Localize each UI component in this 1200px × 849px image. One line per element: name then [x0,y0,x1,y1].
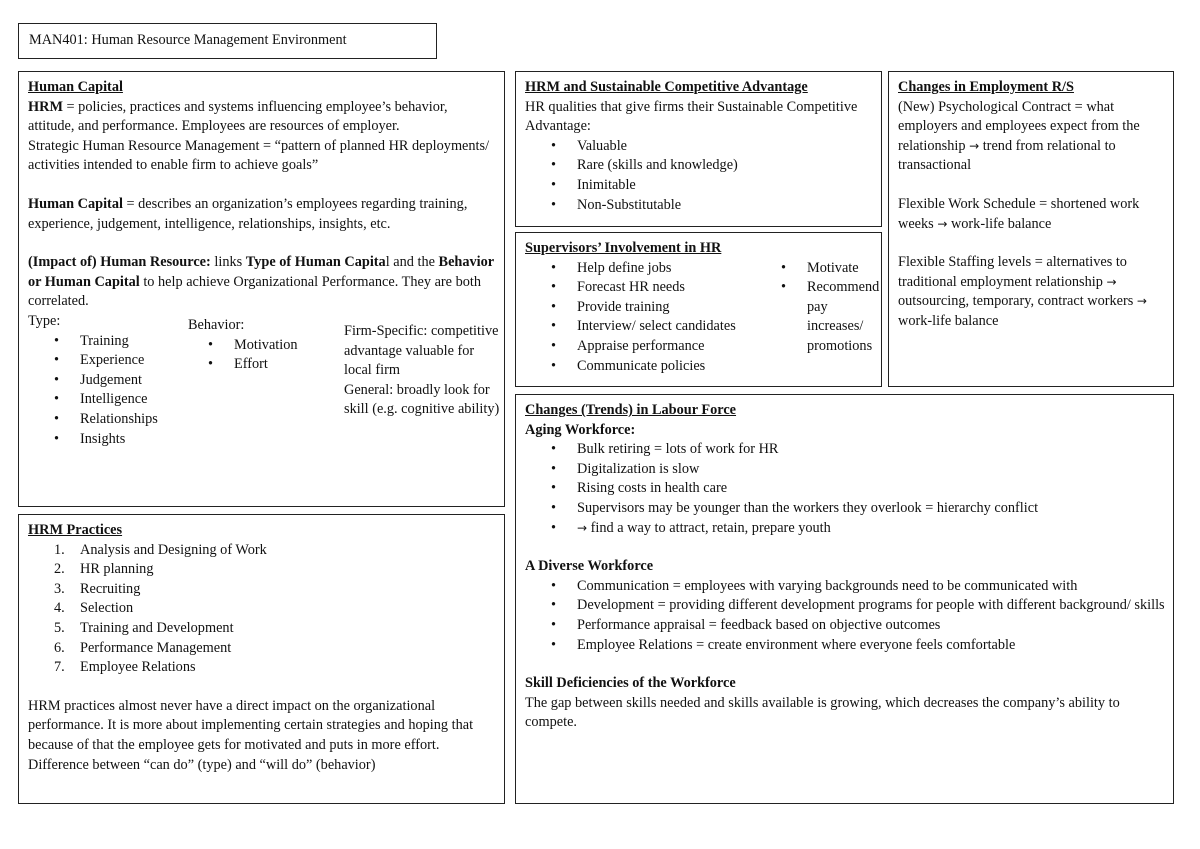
human-capital-section [18,71,505,507]
arrow-right-icon: → [577,520,588,535]
arrow-right-icon: → [1106,274,1117,289]
supervisors-heading: Supervisors’ Involvement in HR [525,240,722,256]
list-item: • Relationships [28,410,198,430]
list-item: • Inimitable [525,176,873,196]
list-item: 2. HR planning [54,561,154,578]
behavior-list [188,336,338,375]
supervisors-list-left [525,259,785,377]
list-item: 7. Employee Relations [54,659,196,676]
hrm-practices-section [18,514,505,804]
list-item: • Rare (skills and knowledge) [525,156,873,176]
list-item: • Digitalization is slow [525,460,1165,480]
list-item: • Communication = employees with varying backgrounds need to be communicated with [525,577,1165,597]
sca-heading: HRM and Sustainable Competitive Advantage [525,79,808,95]
skill-deficiencies-text: The gap between skills needed and skills available is growing, which decreases the company’s ability to compete. [525,694,1120,731]
flexible-schedule-note: Flexible Work Schedule = shortened work weeks → work-life balance [898,195,1140,232]
labour-force-heading: Changes (Trends) in Labour Force [525,402,737,418]
hrm-practices-heading: HRM Practices [28,522,123,538]
human-capital-columns [28,312,500,452]
practices-list [28,541,496,678]
list-item: • Supervisors may be younger than the workers they overlook = hierarchy conflict [525,499,1165,519]
list-item: • Intelligence [28,390,198,410]
arrow-right-icon: → [969,138,980,153]
diverse-list [525,577,1165,655]
list-item: • Employee Relations = create environment where everyone feels comfortable [525,636,1165,656]
supervisors-list-right [761,259,879,357]
type-label: Type: [28,312,61,329]
list-item: • Motivation [188,336,338,356]
list-item: • Provide training [525,298,785,318]
list-item: • Training [28,332,198,352]
list-item: • Motivate [761,259,879,279]
human-capital-heading: Human Capital [28,79,123,95]
list-item: • Communicate policies [525,357,785,377]
list-item: 5. Training and Development [54,619,234,636]
employment-section [888,71,1174,387]
list-item: • Valuable [525,137,873,157]
list-item: • Forecast HR needs [525,278,785,298]
diverse-workforce-heading: A Diverse Workforce [525,558,654,575]
list-item: • Appraise performance [525,337,785,357]
list-item: • Rising costs in health care [525,479,1165,499]
list-item: • Help define jobs [525,259,785,279]
labour-force-section [515,394,1174,804]
list-item: • Interview/ select candidates [525,317,785,337]
psychological-contract-note: (New) Psychological Contract = what employers and employees expect from the relationship → trend from relational to transactional [898,98,1140,174]
list-item: • Recommend pay increases/ promotions [761,278,879,356]
list-item: • Judgement [28,371,198,391]
flexible-staffing-note: Flexible Staffing levels = alternatives to traditional employment relationship → outsourcing, temporary, contract workers → work-life balance [898,254,1147,329]
arrow-right-icon: → [937,216,948,231]
list-item: • Effort [188,355,338,375]
list-item: • Non-Substitutable [525,196,873,216]
list-item: • Performance appraisal = feedback based on objective outcomes [525,616,1165,636]
list-item: • Experience [28,351,198,371]
list-item: 6. Performance Management [54,639,232,656]
aging-list [525,440,1165,538]
behavior-label: Behavior: [188,316,245,333]
list-item: • Insights [28,430,198,450]
list-item: 4. Selection [54,600,134,617]
list-item: • → find a way to attract, retain, prepare youth [525,519,1165,539]
list-item: 1. Analysis and Designing of Work [54,541,267,558]
type-list [28,332,198,450]
document-title: MAN401: Human Resource Management Environment [29,32,347,48]
list-item: • Bulk retiring = lots of work for HR [525,440,1165,460]
document-title-box [18,23,437,59]
sca-list [525,137,873,215]
can-do-will-do-note: Difference between “can do” (type) and “will do” (behavior) [28,756,376,773]
general-note: General: broadly look for skill (e.g. cognitive ability) [344,381,500,418]
hrm-definition: HRM = policies, practices and systems influencing employee’s behavior, attitude, and performance. Employees are resources of employer. [28,98,448,135]
strategic-hrm-definition: Strategic Human Resource Management = “pattern of planned HR deployments/ activities intended to enable firm to achieve goals” [28,137,490,174]
practices-paragraph: HRM practices almost never have a direct impact on the organizational performance. It is more about implementing certain strategies and hoping that because of that the employee gets for motivated and puts in more effort. [28,697,474,753]
arrow-right-icon: → [1136,294,1147,309]
sca-intro: HR qualities that give firms their Sustainable Competitive Advantage: [525,98,858,135]
employment-heading: Changes in Employment R/S [898,79,1074,95]
human-capital-definition: Human Capital = describes an organization’s employees regarding training, experience, judgement, intelligence, relationships, insights, etc. [28,195,468,232]
aging-workforce-heading: Aging Workforce: [525,421,636,438]
firm-specific-note: Firm-Specific: competitive advantage valuable for local firm [344,322,499,379]
skill-deficiencies-heading: Skill Deficiencies of the Workforce [525,675,736,692]
impact-definition: (Impact of) Human Resource: links Type of Human Capital and the Behavior or Human Capital to help achieve Organizational Performance. They are both correlated. [28,254,494,310]
supervisors-section [515,232,882,387]
sca-section [515,71,882,227]
list-item: 3. Recruiting [54,580,141,597]
list-item: • Development = providing different development programs for people with different background/ skills [525,596,1165,616]
